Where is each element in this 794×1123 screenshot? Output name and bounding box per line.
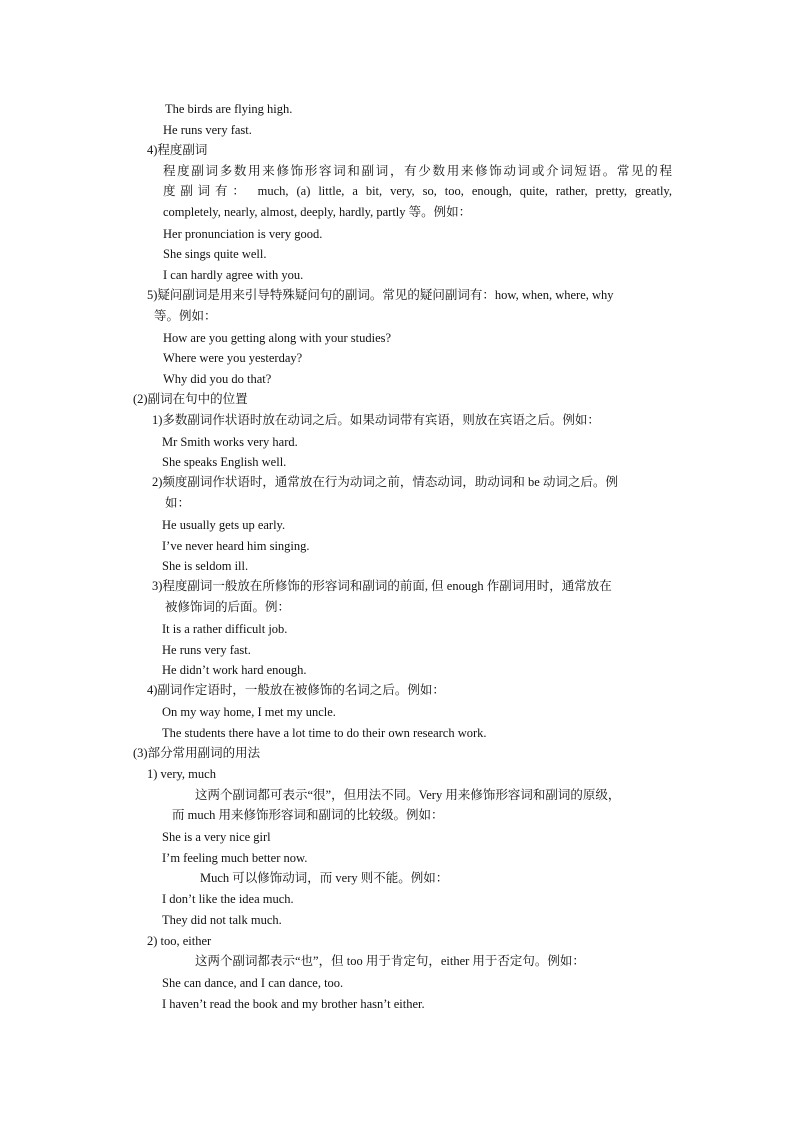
example-sentence: On my way home, I met my uncle. [162,705,336,719]
example-sentence: The students there have a lot time to do their own research work. [162,726,487,740]
example-sentence: He usually gets up early. [162,518,286,532]
subsection-heading: 1) very, much [147,767,216,781]
example-sentence: Why did you do that? [163,372,272,386]
example-sentence: I can hardly agree with you. [163,268,304,282]
example-sentence: The birds are flying high. [165,102,293,116]
example-sentence: It is a rather difficult job. [162,622,288,636]
example-sentence: She speaks English well. [162,455,287,469]
section-heading: (3)部分常用副词的用法 [133,746,261,760]
example-sentence: She is seldom ill. [162,559,249,573]
paragraph-line: 等。例如： [154,309,217,323]
subsection-heading: 4)副词作定语时，一般放在被修饰的名词之后。例如： [147,683,445,697]
example-sentence: She sings quite well. [163,247,267,261]
paragraph-line: 这两个副词都可表示“很”，但用法不同。Very 用来修饰形容词和副词的原级， [195,788,621,802]
subsection-heading: 4)程度副词 [147,143,208,157]
paragraph-line: 度副词有： much, (a) little, a bit, very, so, too, enough, quite, rather, pretty, greatly, [163,184,672,198]
subsection-heading: 2)频度副词作状语时，通常放在行为动词之前，情态动词，助动词和 be 动词之后。例 [152,475,618,489]
example-sentence: Mr Smith works very hard. [162,435,298,449]
subsection-heading: 1)多数副词作状语时放在动词之后。如果动词带有宾语，则放在宾语之后。例如： [152,413,600,427]
example-sentence: She can dance, and I can dance, too. [162,976,344,990]
paragraph-line: 而 much 用来修饰形容词和副词的比较级。例如： [172,808,444,822]
example-sentence: Where were you yesterday? [163,351,303,365]
subsection-heading: 3)程度副词一般放在所修饰的形容词和副词的前面, 但 enough 作副词用时，通常放在 [152,579,612,593]
example-sentence: She is a very nice girl [162,830,271,844]
paragraph-line: 被修饰词的后面。例： [165,600,291,614]
example-sentence: They did not talk much. [162,913,282,927]
example-sentence: He runs very fast. [162,643,251,657]
subsection-heading: 5)疑问副词是用来引导特殊疑问句的副词。常见的疑问副词有：how, when, where, why [147,288,614,302]
paragraph-line: 这两个副词都表示“也”，但 too 用于肯定句，either 用于否定句。例如： [195,954,585,968]
example-sentence: I haven’t read the book and my brother hasn’t either. [162,997,425,1011]
paragraph-line: 如： [165,496,191,510]
example-sentence: I don’t like the idea much. [162,892,294,906]
paragraph-line: Much 可以修饰动词，而 very 则不能。例如： [200,871,449,885]
section-heading: (2)副词在句中的位置 [133,392,248,406]
subsection-heading: 2) too, either [147,934,212,948]
example-sentence: Her pronunciation is very good. [163,227,323,241]
paragraph-line: 程度副词多数用来修饰形容词和副词，有少数用来修饰动词或介词短语。常见的程 [163,164,672,178]
example-sentence: How are you getting along with your studies? [163,331,392,345]
example-sentence: I’ve never heard him singing. [162,539,310,553]
example-sentence: He didn’t work hard enough. [162,663,307,677]
paragraph-line: completely, nearly, almost, deeply, hardly, partly 等。例如： [163,205,472,219]
example-sentence: I’m feeling much better now. [162,851,308,865]
example-sentence: He runs very fast. [163,123,252,137]
